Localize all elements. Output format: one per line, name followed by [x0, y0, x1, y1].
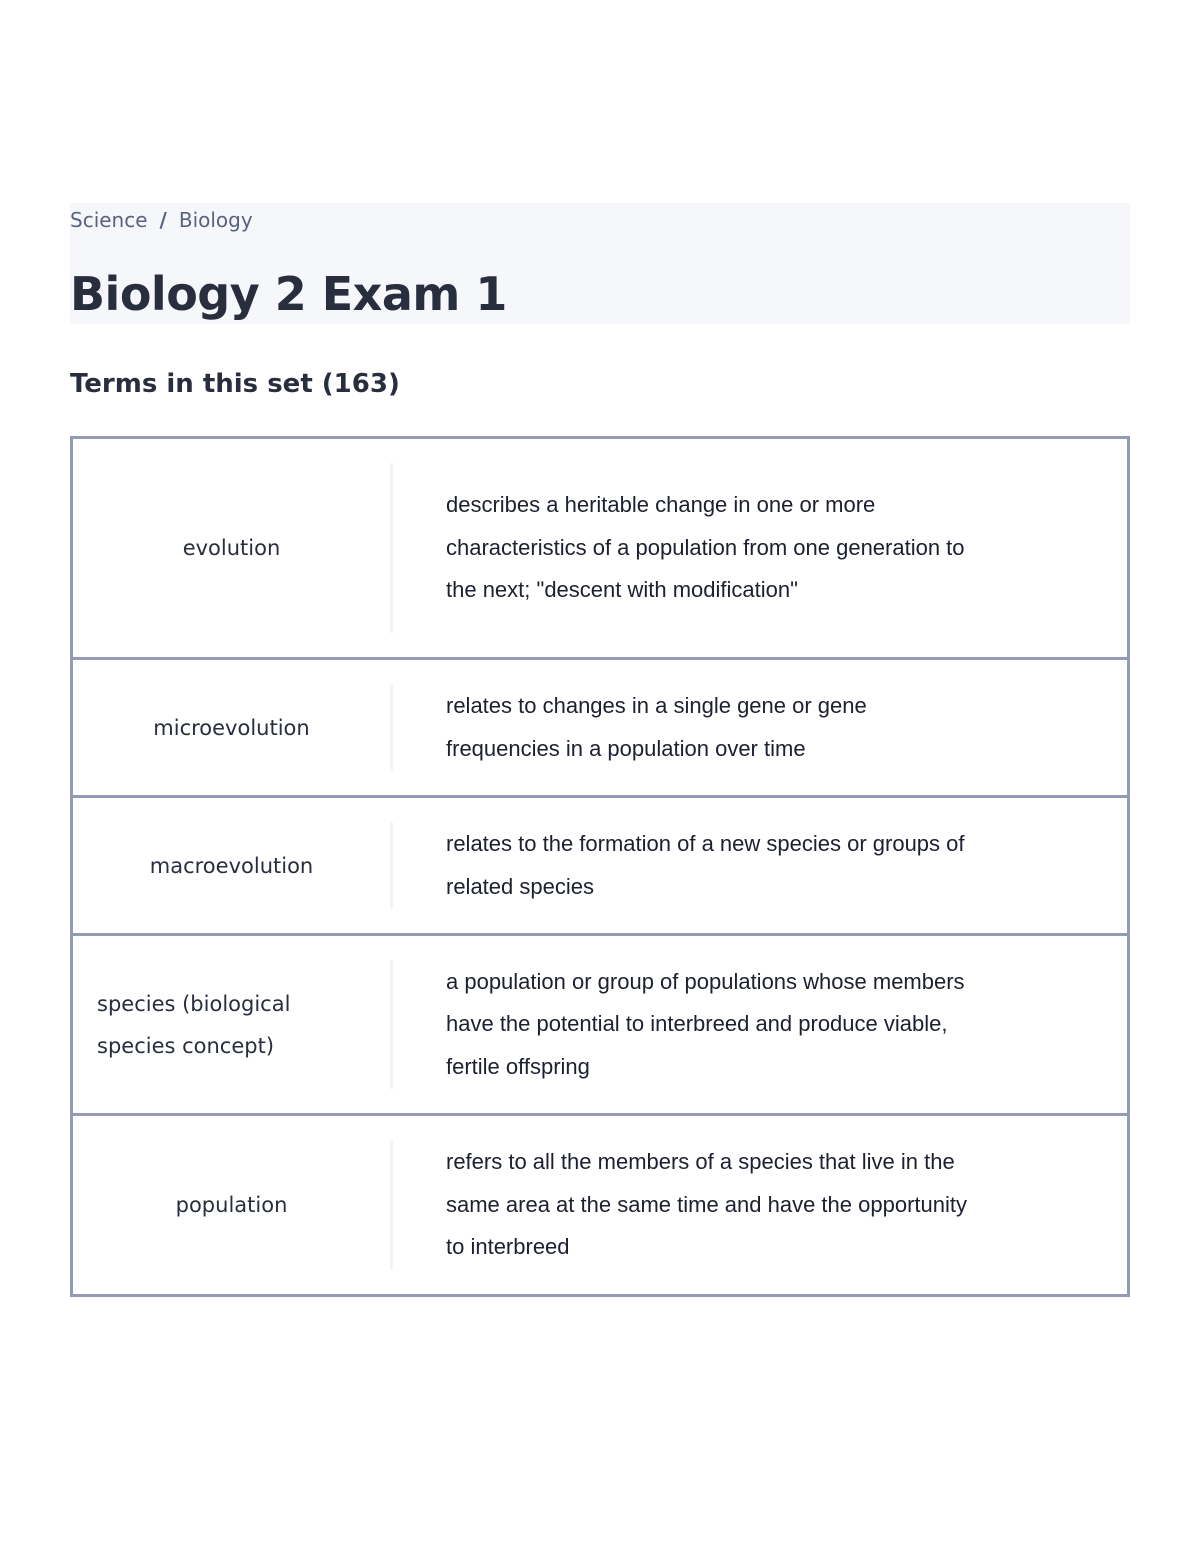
breadcrumb-separator: / [159, 208, 167, 232]
term-definition [393, 960, 1127, 1089]
terms-table [70, 436, 1130, 1297]
term-definition-text: relates to changes in a single gene or gene frequencies in a population over time [446, 693, 867, 761]
term-definition-text: describes a heritable change in one or more characteristics of a population from one generation to the next; "descent with modification" [446, 492, 965, 603]
table-row [70, 436, 1130, 660]
term-definition-text: relates to the formation of a new species or groups of related species [446, 831, 965, 899]
table-row [70, 936, 1130, 1116]
term-definition [393, 463, 1127, 633]
term-word: species (biological species concept) [73, 960, 393, 1089]
term-definition [393, 684, 1127, 771]
term-word: population [73, 1140, 393, 1270]
term-definition [393, 1140, 1127, 1270]
term-definition-text: refers to all the members of a species that live in the same area at the same time and have the opportunity to interbreed [446, 1149, 967, 1260]
breadcrumb [70, 206, 253, 234]
breadcrumb-item-science[interactable]: Science [70, 208, 148, 232]
term-definition-text: a population or group of populations whose members have the potential to interbreed and produce viable, fertile offspring [446, 968, 965, 1079]
terms-heading: Terms in this set (163) [70, 369, 400, 399]
table-row [70, 798, 1130, 936]
term-word: macroevolution [73, 822, 393, 909]
term-word: microevolution [73, 684, 393, 771]
term-word: evolution [73, 463, 393, 633]
breadcrumb-item-biology[interactable]: Biology [178, 208, 253, 232]
table-row [70, 1116, 1130, 1297]
term-definition [393, 822, 1127, 909]
page-title: Biology 2 Exam 1 [70, 267, 507, 321]
table-row [70, 660, 1130, 798]
